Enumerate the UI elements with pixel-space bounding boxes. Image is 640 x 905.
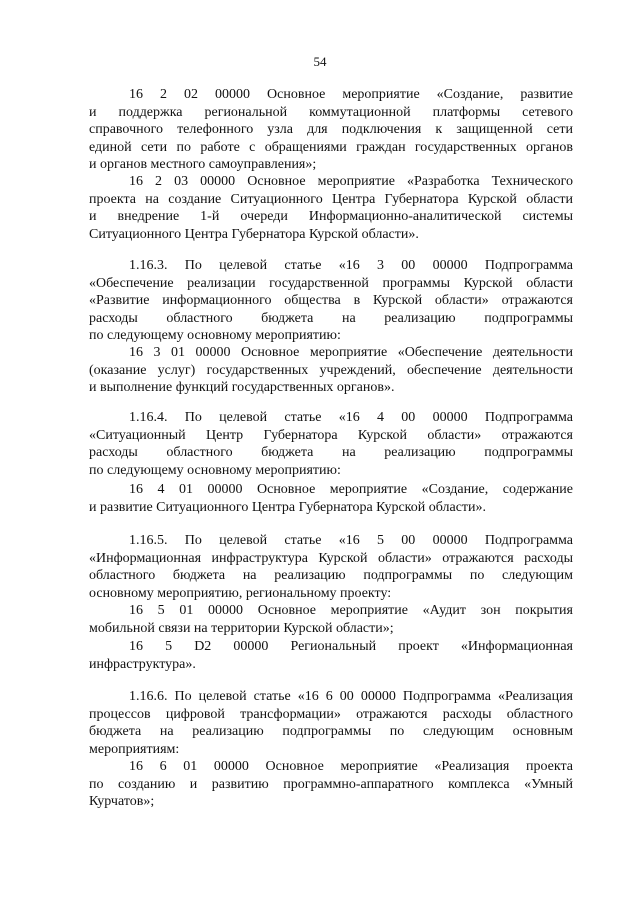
text-line: справочного телефонного узла для подключения к защищенной сети <box>89 122 573 137</box>
text-line: 16 5 01 00000 Основное мероприятие «Аудит зон покрытия <box>129 603 573 618</box>
paragraph-16-5-01 <box>89 602 573 637</box>
text-line: инфраструктура». <box>89 656 196 672</box>
text-line: по созданию и развитию программно-аппаратного комплекса «Умный <box>89 776 573 792</box>
paragraph-16-6-01 <box>89 758 573 811</box>
paragraph-16-2-03 <box>89 173 573 243</box>
paragraph-16-5-d2 <box>89 638 573 673</box>
text-line: бюджета на реализацию подпрограммы по следующим основным <box>89 724 573 739</box>
paragraph-1-16-5 <box>89 532 573 602</box>
text-line: 1.16.5. По целевой статье «16 5 00 00000 Подпрограмма <box>129 533 573 548</box>
text-line: 1.16.3. По целевой статье «16 3 00 00000 Подпрограмма <box>129 258 573 273</box>
text-line: областного бюджета на реализацию подпрограммы по следующим <box>89 568 573 583</box>
paragraph-1-16-3 <box>89 257 573 345</box>
text-line: и внедрение 1-й очереди Информационно-аналитической системы <box>89 209 573 224</box>
text-line: «Развитие информационного общества в Курской области» отражаются <box>89 293 573 308</box>
text-line: (оказание услуг) государственных учреждений, обеспечение деятельности <box>89 362 573 378</box>
text-line: 1.16.6. По целевой статье «16 6 00 00000 Подпрограмма «Реализация <box>129 689 573 704</box>
paragraph-16-2-02 <box>89 86 573 174</box>
text-line: 16 4 01 00000 Основное мероприятие «Создание, содержание <box>129 482 573 497</box>
text-line: Ситуационного Центра Губернатора Курской области». <box>89 226 419 242</box>
text-line: расходы областного бюджета на реализацию подпрограммы <box>89 445 573 460</box>
paragraph-16-3-01 <box>89 344 573 397</box>
text-line: «Ситуационный Центр Губернатора Курской области» отражаются <box>89 427 573 443</box>
text-line: основному мероприятию, региональному проекту: <box>89 585 392 601</box>
text-line: 16 5 D2 00000 Региональный проект «Информационная <box>129 639 573 654</box>
text-line: 16 2 03 00000 Основное мероприятие «Разработка Технического <box>129 174 573 189</box>
paragraph-16-4-01 <box>89 481 573 516</box>
text-line: процессов цифровой трансформации» отражаются расходы областного <box>89 706 573 722</box>
text-line: и органов местного самоуправления»; <box>89 157 317 172</box>
text-line: проекта на создание Ситуационного Центра Губернатора Курской области <box>89 191 573 207</box>
text-line: 1.16.4. По целевой статье «16 4 00 00000 Подпрограмма <box>129 410 573 425</box>
text-line: 16 2 02 00000 Основное мероприятие «Создание, развитие <box>129 87 573 102</box>
text-line: по следующему основному мероприятию: <box>89 462 341 478</box>
text-line: и выполнение функций государственных органов». <box>89 380 395 395</box>
text-line: Курчатов»; <box>89 794 155 809</box>
text-line: по следующему основному мероприятию: <box>89 328 341 343</box>
text-line: и поддержка региональной коммутационной платформы сетевого <box>89 104 573 120</box>
text-line: «Информационная инфраструктура Курской области» отражаются расходы <box>89 550 573 566</box>
text-line: 16 3 01 00000 Основное мероприятие «Обеспечение деятельности <box>129 345 573 360</box>
text-line: 16 6 01 00000 Основное мероприятие «Реализация проекта <box>129 759 573 774</box>
paragraph-1-16-6 <box>89 688 573 758</box>
text-line: мобильной связи на территории Курской области»; <box>89 620 394 636</box>
text-line: и развитие Ситуационного Центра Губернатора Курской области». <box>89 499 487 515</box>
page-number: 54 <box>313 54 327 69</box>
text-line: единой сети по работе с обращениями граждан государственных органов <box>89 139 573 155</box>
text-line: «Обеспечение реализации государственной программы Курской области <box>89 275 573 291</box>
text-line: расходы областного бюджета на реализацию подпрограммы <box>89 310 573 326</box>
text-line: мероприятиям: <box>89 741 180 757</box>
paragraph-1-16-4 <box>89 409 573 479</box>
